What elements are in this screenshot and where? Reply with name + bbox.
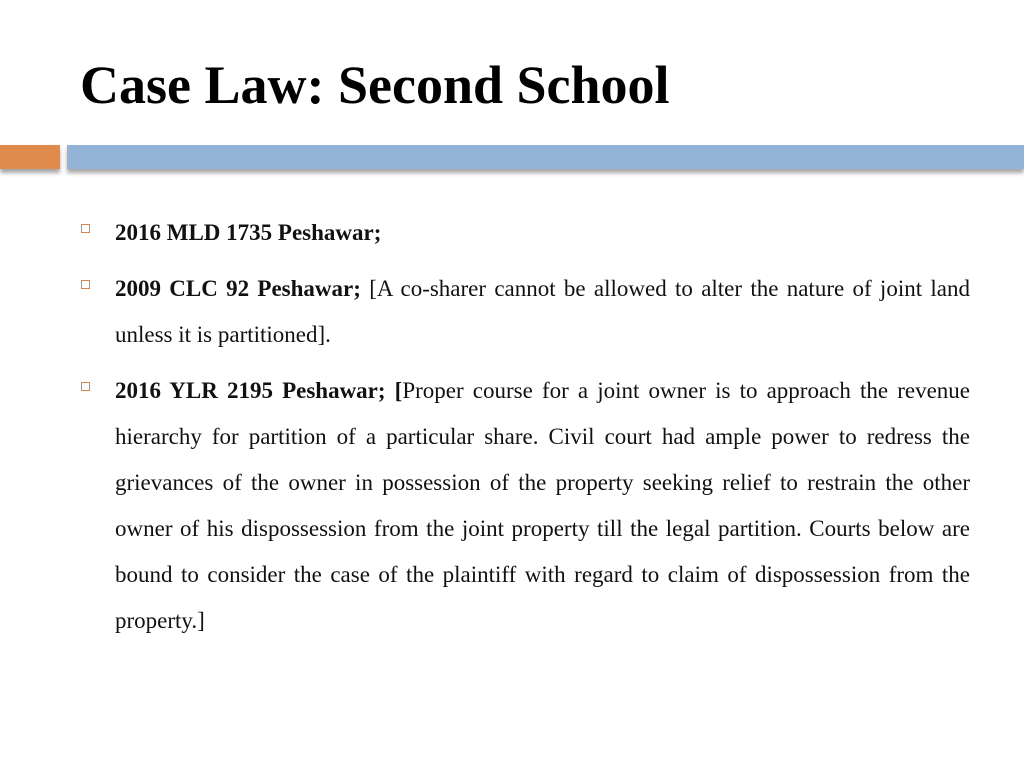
- case-citation: 2016 MLD 1735 Peshawar;: [115, 220, 382, 245]
- bullet-item: [80, 266, 970, 358]
- case-citation: 2016 YLR 2195 Peshawar;: [115, 378, 386, 403]
- title-rule-blue-bar: [67, 145, 1024, 169]
- square-bullet-icon: [81, 224, 90, 233]
- case-citation: 2009 CLC 92 Peshawar;: [115, 276, 361, 301]
- case-description: Proper course for a joint owner is to approach the revenue hierarchy for partition of a particular share. Civil court had ample power to redress the grievances of the owner in possession of the property seeking relief to restrain the other owner of his dispossession from the joint property till the legal partition. Courts below are bound to consider the case of the plaintiff with regard to claim of dispossession from the property.]: [115, 378, 971, 633]
- title-rule-orange-accent: [0, 145, 60, 169]
- slide-title: Case Law: Second School: [80, 55, 670, 115]
- case-description: [A co-sharer cannot be allowed to alter the nature of joint land unless it is partitioned].: [115, 276, 970, 347]
- bullet-item: [80, 368, 970, 644]
- square-bullet-icon: [81, 382, 90, 391]
- bullet-list: [80, 210, 970, 654]
- square-bullet-icon: [81, 280, 90, 289]
- case-bracket: [: [385, 378, 403, 403]
- bullet-item: [80, 210, 970, 256]
